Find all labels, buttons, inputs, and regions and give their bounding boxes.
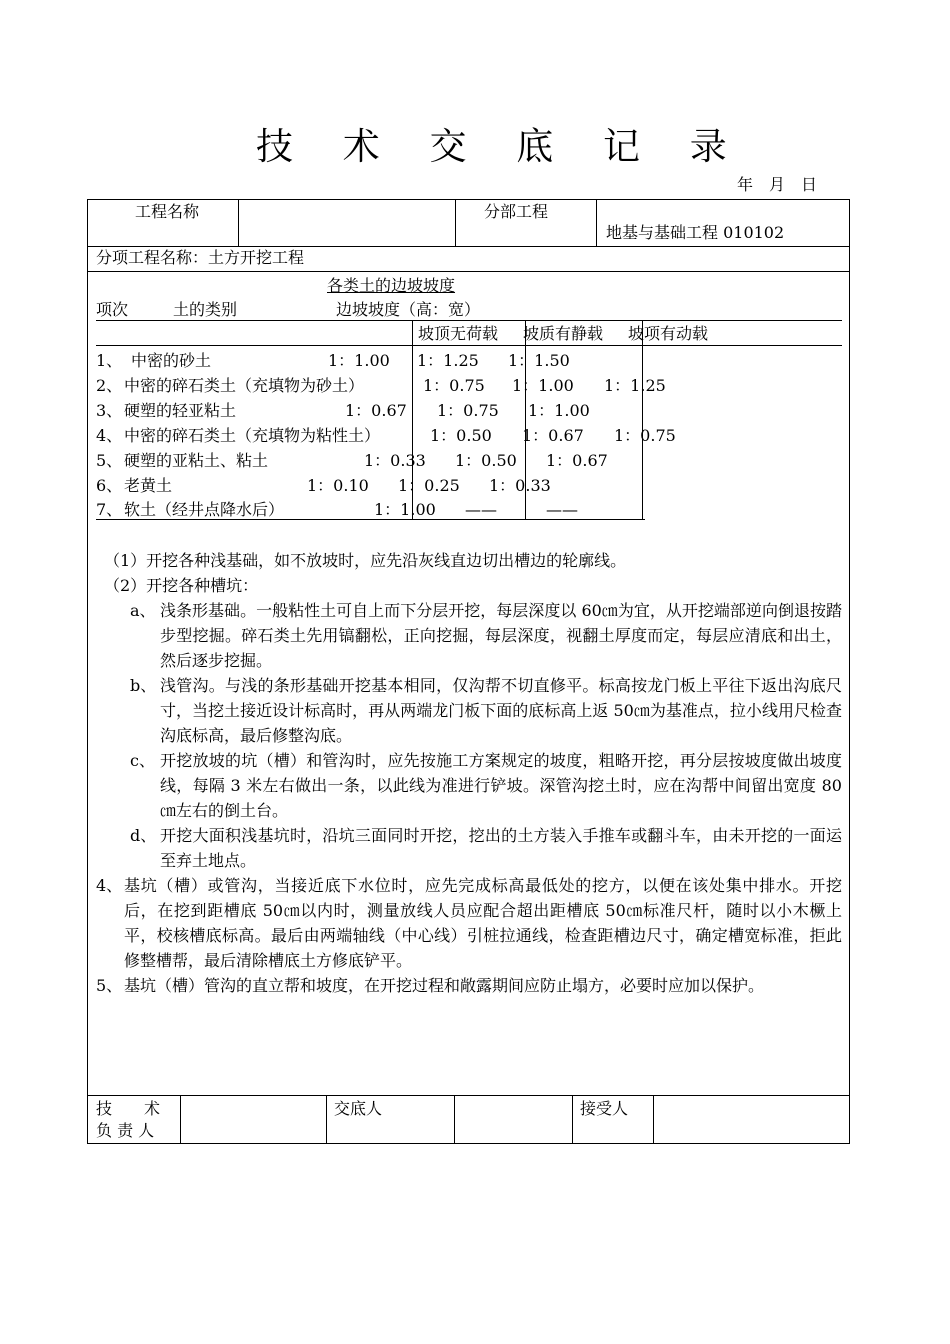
- sub-header-no-load: 坡顶无荷载: [418, 324, 499, 343]
- row-index: 7、: [96, 500, 123, 519]
- row-value: 1：1.00: [374, 500, 436, 519]
- footer-divider: [326, 1095, 327, 1144]
- sub-header-dynamic-load: 坡项有动载: [628, 324, 709, 343]
- footer-divider: [653, 1095, 654, 1144]
- header-divider: [455, 199, 456, 246]
- paragraph-1: （1）开挖各种浅基础，如不放坡时，应先沿灰线直边切出槽边的轮廓线。: [104, 551, 627, 570]
- sub-header-static-load: 坡质有静载: [523, 324, 604, 343]
- row-value: 1：0.75: [423, 376, 485, 395]
- row-value: 1：0.10: [307, 476, 369, 495]
- item-c-text: 开挖放坡的坑（槽）和管沟时，应先按施工方案规定的坡度，粗略开挖，再分层按坡度做出坡度线，每隔 3 米左右做出一条，以此线为准进行铲坡。深管沟挖土时，应在沟帮中间留出宽度 80㎝左右的倒土台。: [160, 751, 842, 820]
- row-value: 1：1.00: [512, 376, 574, 395]
- document-title: 技 术 交 底 记 录: [256, 125, 746, 168]
- item-d-label: d、: [130, 826, 157, 845]
- item-b-text: 浅管沟。与浅的条形基础开挖基本相同，仅沟帮不切直修平。标高按龙门板上平往下返出沟底尺寸，当挖土接近设计标高时，再从两端龙门板下面的底标高上返 50㎝为基准点，拉小线用尺检查沟底标高，最后修整沟底。: [160, 676, 842, 745]
- item-b-label: b、: [130, 676, 157, 695]
- item-5-label: 5、: [96, 976, 123, 995]
- row-value: 1：1.50: [508, 351, 570, 370]
- table-divider: [642, 320, 643, 519]
- row-value: 1：0.50: [430, 426, 492, 445]
- discloser-label: 交底人: [334, 1099, 383, 1118]
- row-value: 1：1.00: [328, 351, 390, 370]
- receiver-label: 接受人: [580, 1099, 629, 1118]
- row-value: 1：0.50: [455, 451, 517, 470]
- col-slope-header: 边坡坡度（高：宽）: [336, 300, 481, 319]
- table-rule: [96, 320, 842, 321]
- table-rule: [96, 345, 842, 346]
- row-value: 1：0.75: [614, 426, 676, 445]
- col-index-header: 项次: [96, 300, 129, 319]
- row-value: 1：0.67: [546, 451, 608, 470]
- division-label: 分部工程: [484, 202, 549, 221]
- row-value: 1：0.75: [437, 401, 499, 420]
- item-c-label: c、: [130, 751, 155, 770]
- row-soil: 中密的碎石类土（充填物为砂土）: [124, 376, 365, 395]
- footer-divider: [180, 1095, 181, 1144]
- table-rule: [96, 519, 645, 520]
- item-d-text: 开挖大面积浅基坑时，沿坑三面同时开挖，挖出的土方装入手推车或翻斗车，由未开挖的一面运至弃土地点。: [160, 826, 842, 870]
- row-value: 1：1.25: [604, 376, 666, 395]
- row-soil: 中密的碎石类土（充填物为粘性土）: [124, 426, 381, 445]
- project-name-label: 工程名称: [135, 202, 200, 221]
- item-5-text: 基坑（槽）管沟的直立帮和坡度，在开挖过程和敞露期间应防止塌方，必要时应加以保护。: [124, 976, 765, 995]
- header-divider: [596, 199, 597, 246]
- row-soil: 硬塑的亚粘土、粘土: [124, 451, 269, 470]
- header-divider: [238, 199, 239, 246]
- item-4-text: 基坑（槽）或管沟，当接近底下水位时，应先完成标高最低处的挖方，以便在该处集中排水。开挖后，在挖到距槽底 50㎝以内时，测量放线人员应配合超出距槽底 50㎝标准尺杆，随时以小木橛上平，校核槽底标高。最后由两端轴线（中心线）引桩拉通线，检查距槽边尺寸，确定槽宽标准，拒此修整槽帮，最后清除槽底土方修底铲平。: [124, 876, 842, 970]
- row-index: 5、: [96, 451, 123, 470]
- date-label: 年 月 日: [737, 175, 818, 194]
- row-value: 1：0.25: [398, 476, 460, 495]
- row-value: 1：0.33: [489, 476, 551, 495]
- row-value: 1：1.00: [528, 401, 590, 420]
- division-value[interactable]: 地基与基础工程 010102: [606, 223, 785, 242]
- row-soil: 老黄土: [124, 476, 173, 495]
- footer-divider: [572, 1095, 573, 1144]
- row-soil: 中密的砂土: [131, 351, 212, 370]
- row-value: 1：0.67: [522, 426, 584, 445]
- row-soil: 硬塑的轻亚粘土: [124, 401, 237, 420]
- tech-lead-label: [96, 1098, 160, 1142]
- item-4-label: 4、: [96, 876, 123, 895]
- footer-divider: [454, 1095, 455, 1144]
- row-value: 1：0.33: [364, 451, 426, 470]
- tech-lead-label-line1: 技 术: [96, 1099, 161, 1118]
- item-a-text: 浅条形基础。一般粘性土可自上而下分层开挖，每层深度以 60㎝为宜，从开挖端部逆向倒退按踏步型挖掘。碎石类土先用镐翻松，正向挖掘，每层深度，视翻土厚度而定，每层应清底和出土，然后逐步挖掘。: [160, 601, 842, 670]
- row-index: 2、: [96, 376, 123, 395]
- row-index: 4、: [96, 426, 123, 445]
- item-a-label: a、: [130, 601, 156, 620]
- row-index: 6、: [96, 476, 123, 495]
- row-index: 3、: [96, 401, 123, 420]
- row-index: 1、: [96, 351, 123, 370]
- header-rule: [87, 246, 850, 247]
- slope-table-title: 各类土的边坡坡度: [327, 276, 456, 295]
- row-value: ——: [546, 500, 578, 519]
- row-value: ——: [465, 500, 497, 519]
- row-value: 1：0.67: [345, 401, 407, 420]
- paragraph-2: （2）开挖各种槽坑：: [104, 576, 259, 595]
- footer-rule: [87, 1095, 850, 1096]
- row-value: 1：1.25: [417, 351, 479, 370]
- col-soil-header: 土的类别: [173, 300, 238, 319]
- subitem-rule: [87, 271, 850, 272]
- tech-lead-label-line2: 负 责 人: [96, 1121, 155, 1140]
- subitem-name: 分项工程名称：土方开挖工程: [96, 248, 305, 267]
- row-soil: 软土（经井点降水后）: [124, 500, 285, 519]
